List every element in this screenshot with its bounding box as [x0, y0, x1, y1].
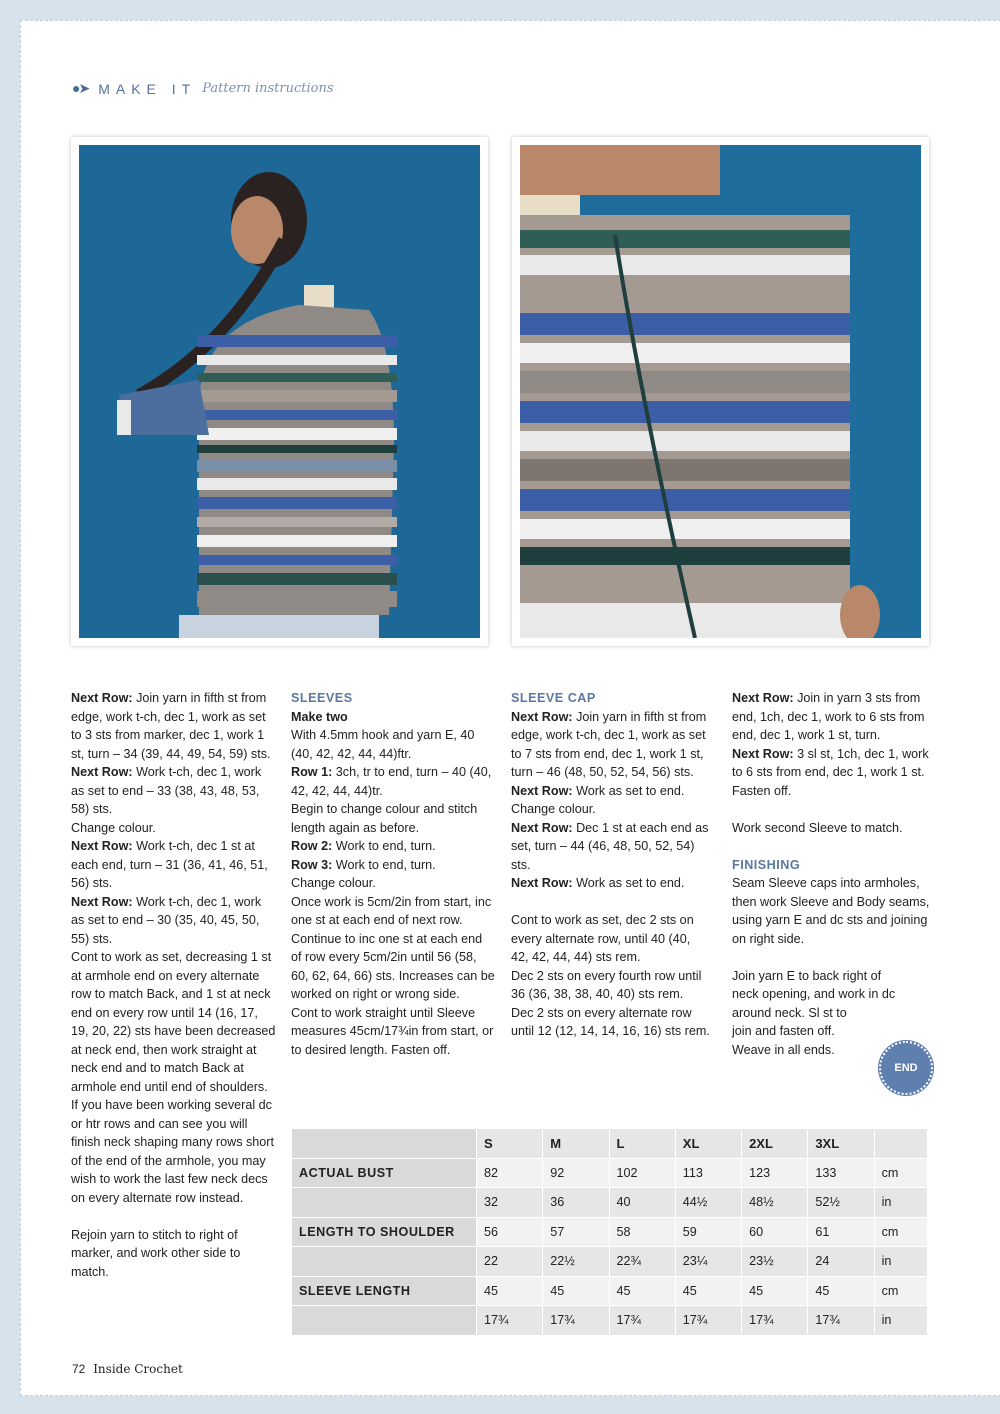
table-cell: 22½ — [543, 1247, 609, 1277]
paragraph-line: Weave in all ends. — [732, 1042, 835, 1057]
instructions-column-3 — [511, 689, 711, 1041]
table-cell: 40 — [610, 1188, 676, 1218]
paragraph: Change colour. — [71, 820, 156, 835]
table-cell: 45 — [676, 1277, 742, 1307]
row-label: ACTUAL BUST — [292, 1159, 477, 1189]
table-cell: 59 — [676, 1218, 742, 1248]
table-row — [292, 1277, 928, 1307]
table-row — [292, 1306, 928, 1336]
paragraph: Fasten off. — [732, 783, 792, 798]
sleeve-closeup-image — [520, 145, 921, 638]
table-cell: 23½ — [742, 1247, 808, 1277]
model-back-image — [79, 145, 480, 638]
paragraph: If you have been working several dc or htr rows and can see you will finish neck shaping many rows short of the end of the armhole, you may wish to work the last few neck decs on every alternate row instead. — [71, 1098, 274, 1205]
table-cell: 58 — [610, 1218, 676, 1248]
row-label — [292, 1306, 477, 1336]
paragraph: Work second Sleeve to match. — [732, 820, 903, 835]
photo-model-back — [71, 137, 488, 646]
table-cell: 44½ — [676, 1188, 742, 1218]
paragraph: Change colour. — [511, 802, 596, 816]
table-cell: 23¼ — [676, 1247, 742, 1277]
page-footer — [72, 1362, 183, 1376]
table-cell: 52½ — [808, 1188, 874, 1218]
paragraph: Next Row: Join yarn in fifth st from edge, work t-ch, dec 1, work as set to 7 sts from end, dec 1, work 1 st, turn – 46 (48, 50, 52, 54, 56) sts. — [511, 709, 707, 779]
header-title: MAKE IT — [98, 80, 197, 97]
paragraph: Dec 2 sts on every alternate row until 12 (12, 14, 14, 16, 16) sts rem. — [511, 1005, 710, 1038]
unit-cell: cm — [875, 1159, 928, 1189]
table-cell: 17¾ — [676, 1306, 742, 1336]
table-cell: 17¾ — [808, 1306, 874, 1336]
paragraph: Cont to work straight until Sleeve measures 45cm/17¾in from start, or to desired length. Fasten off. — [291, 1005, 494, 1057]
photo-sleeve-closeup — [512, 137, 929, 646]
table-cell: 57 — [543, 1218, 609, 1248]
table-header: 3XL — [808, 1129, 874, 1159]
table-cell: 133 — [808, 1159, 874, 1189]
instructions-column-4 — [732, 689, 932, 1059]
paragraph: Cont to work as set, decreasing 1 st at armhole end on every alternate row to match Back, and 1 st at neck end on every row until 14 (16, 17, 19, 20, 22) sts have been decreased at neck end, then work straight at neck end and to match Back at armhole end until end of shoulders. — [71, 950, 276, 1094]
arrow-icon: ●➤ — [72, 80, 89, 96]
table-cell: 60 — [742, 1218, 808, 1248]
paragraph: Row 1: 3ch, tr to end, turn – 40 (40, 42, 42, 44, 44)tr. — [291, 765, 492, 798]
paragraph: Make two — [291, 709, 348, 724]
paragraph: Row 2: Work to end, turn. — [291, 839, 436, 853]
table-cell: 45 — [543, 1277, 609, 1307]
table-cell: 17¾ — [610, 1306, 676, 1336]
paragraph-line: Join yarn E to back right of — [732, 968, 882, 983]
table-cell: 56 — [477, 1218, 543, 1248]
size-table — [292, 1129, 928, 1336]
table-cell: 102 — [610, 1159, 676, 1189]
table-row — [292, 1247, 928, 1277]
paragraph: Seam Sleeve caps into armholes, then work Sleeve and Body seams, using yarn E and dc sts and joining on right side. — [732, 876, 930, 946]
paragraph: Once work is 5cm/2in from start, inc one st at each end of next row. Continue to inc one st at each end of row every 5cm/2in until 56 (58, 60, 62, 64, 66) sts. Increases can be worked on right or wrong side. — [291, 894, 495, 1001]
paragraph: Next Row: Join yarn in fifth st from edge, work t-ch, dec 1, work as set to 3 sts from marker, dec 1, work 1 st, turn – 34 (39, 44, 49, 54, 59) sts. — [71, 691, 271, 761]
table-cell: 17¾ — [477, 1306, 543, 1336]
paragraph-line: join and fasten off. — [732, 1024, 835, 1038]
table-header: S — [477, 1129, 543, 1159]
end-badge: END — [879, 1041, 933, 1095]
paragraph: Next Row: Work t-ch, dec 1, work as set to end – 33 (38, 43, 48, 53, 58) sts. — [71, 765, 262, 816]
table-cell: 82 — [477, 1159, 543, 1189]
table-cell: 17¾ — [543, 1306, 609, 1336]
table-row — [292, 1188, 928, 1218]
table-cell: 113 — [676, 1159, 742, 1189]
table-header-row — [292, 1129, 928, 1159]
table-cell: 61 — [808, 1218, 874, 1248]
table-cell: 17¾ — [742, 1306, 808, 1336]
row-label — [292, 1247, 477, 1277]
paragraph: Cont to work as set, dec 2 sts on every alternate row, until 40 (40, 42, 42, 44, 44) sts rem. — [511, 913, 694, 964]
magazine-name: Inside Crochet — [93, 1362, 183, 1376]
unit-cell: in — [875, 1247, 928, 1277]
row-label: SLEEVE LENGTH — [292, 1277, 477, 1307]
instructions-column-2 — [291, 689, 496, 1059]
table-cell: 45 — [477, 1277, 543, 1307]
unit-cell: in — [875, 1306, 928, 1336]
page-number: 72 — [72, 1362, 86, 1376]
unit-cell: cm — [875, 1218, 928, 1248]
table-header: XL — [676, 1129, 742, 1159]
table-cell: 45 — [610, 1277, 676, 1307]
table-cell: 22¾ — [610, 1247, 676, 1277]
section-heading-sleeves: SLEEVES — [291, 691, 353, 705]
table-row — [292, 1159, 928, 1189]
table-cell: 22 — [477, 1247, 543, 1277]
table-cell: 123 — [742, 1159, 808, 1189]
paragraph: Change colour. — [291, 876, 376, 890]
header-subtitle: Pattern instructions — [202, 81, 334, 96]
instructions-column-1 — [71, 689, 276, 1281]
paragraph: Next Row: Join in yarn 3 sts from end, 1ch, dec 1, work to 6 sts from end, dec 1, work 1 st, turn. — [732, 691, 925, 742]
table-cell: 45 — [742, 1277, 808, 1307]
table-row — [292, 1218, 928, 1248]
unit-cell: cm — [875, 1277, 928, 1307]
table-header: L — [610, 1129, 676, 1159]
paragraph: Dec 2 sts on every fourth row until 36 (36, 38, 38, 40, 40) sts rem. — [511, 968, 702, 1001]
table-cell: 45 — [808, 1277, 874, 1307]
paragraph: Next Row: 3 sl st, 1ch, dec 1, work to 6 sts from end, dec 1, work 1 st. — [732, 746, 929, 779]
table-cell: 32 — [477, 1188, 543, 1218]
paragraph: Next Row: Work as set to end. — [511, 876, 685, 890]
paragraph: Next Row: Work as set to end. — [511, 783, 685, 798]
paragraph: Next Row: Dec 1 st at each end as set, turn – 44 (46, 48, 50, 52, 54) sts. — [511, 820, 709, 872]
paragraph: Rejoin yarn to stitch to right of marker, and work other side to match. — [71, 1227, 241, 1279]
table-header: M — [543, 1129, 609, 1159]
paragraph: With 4.5mm hook and yarn E, 40 (40, 42, 42, 44, 44)ftr. — [291, 728, 475, 761]
table-header — [875, 1129, 928, 1159]
section-header — [72, 80, 334, 97]
table-header: 2XL — [742, 1129, 808, 1159]
paragraph: Next Row: Work t-ch, dec 1, work as set to end – 30 (35, 40, 45, 50, 55) sts. — [71, 894, 262, 946]
section-heading-finishing: FINISHING — [732, 857, 801, 872]
row-label — [292, 1188, 477, 1218]
section-heading-sleeve-cap: SLEEVE CAP — [511, 691, 596, 705]
paragraph-line: around neck. Sl st to — [732, 1005, 847, 1020]
row-label: LENGTH TO SHOULDER — [292, 1218, 477, 1248]
paragraph-line: neck opening, and work in dc — [732, 987, 896, 1001]
table-cell: 48½ — [742, 1188, 808, 1218]
paragraph: Row 3: Work to end, turn. — [291, 857, 436, 872]
paragraph: Begin to change colour and stitch length again as before. — [291, 802, 478, 835]
table-cell: 24 — [808, 1247, 874, 1277]
table-cell: 36 — [543, 1188, 609, 1218]
unit-cell: in — [875, 1188, 928, 1218]
paragraph: Next Row: Work t-ch, dec 1 st at each end, turn – 31 (36, 41, 46, 51, 56) sts. — [71, 839, 268, 890]
table-cell: 92 — [543, 1159, 609, 1189]
table-header — [292, 1129, 477, 1159]
